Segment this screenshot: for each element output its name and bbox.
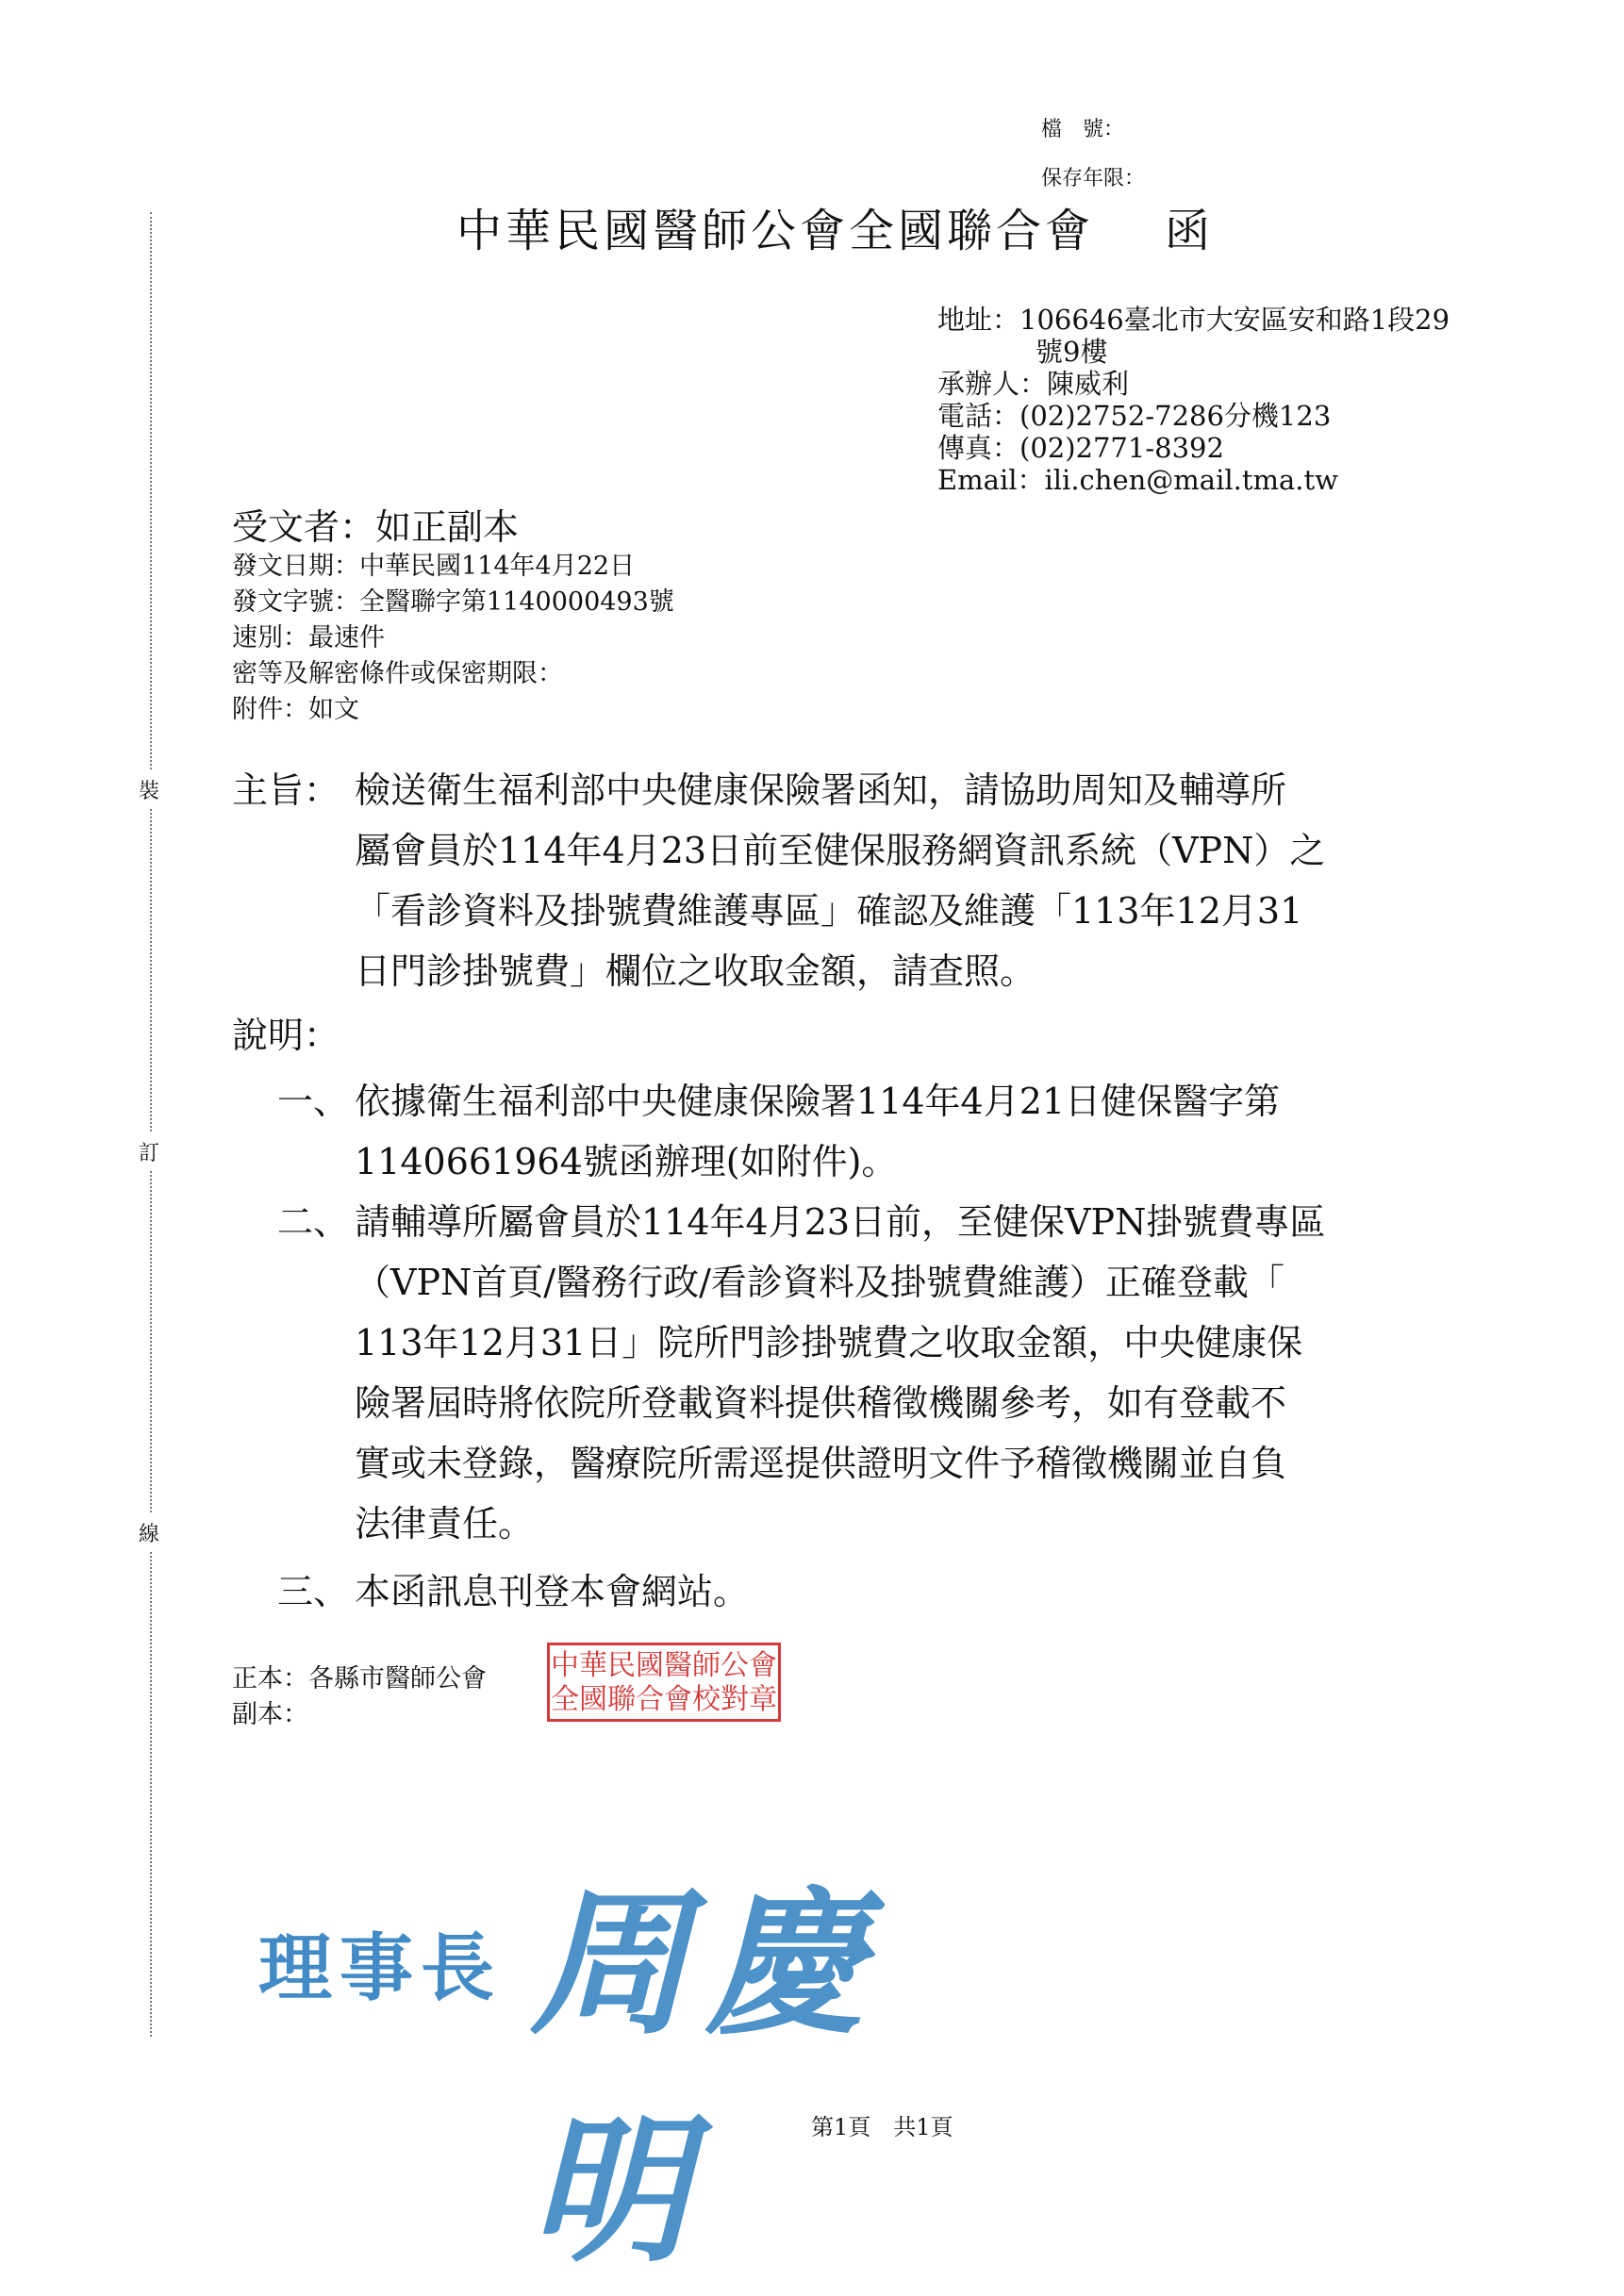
item-line: 依據衛生福利部中央健康保險署114年4月21日健保醫字第: [355, 1081, 1281, 1122]
item-number: 二、: [277, 1201, 350, 1243]
org-title: 中華民國醫師公會全國聯合會: [456, 205, 1095, 257]
subject-line: 檢送衛生福利部中央健康保險署函知，請協助周知及輔導所: [355, 769, 1287, 811]
stamp-line-1: 中華民國醫師公會: [551, 1649, 777, 1682]
subject-line: 屬會員於114年4月23日前至健保服務網資訊系統（VPN）之: [355, 830, 1326, 871]
binding-line: [150, 212, 152, 2037]
contact-block: [937, 304, 1450, 496]
fax: 傳真：(02)2771-8392: [937, 432, 1224, 464]
proofreading-stamp: [547, 1643, 781, 1722]
retention-label: 保存年限：: [1041, 167, 1146, 190]
explanation-item-3: [355, 1561, 749, 1622]
address-line-2: 號9樓: [1036, 336, 1108, 368]
subject-label: 主旨：: [232, 769, 340, 811]
explanation-item-1: [355, 1071, 1280, 1192]
item-line: （VPN首頁/醫務行政/看診資料及掛號費維護）正確登載「: [355, 1262, 1284, 1303]
item-line: 險署屆時將依院所登載資料提供稽徵機關參考，如有登載不: [355, 1382, 1287, 1424]
phone: 電話：(02)2752-7286分機123: [937, 400, 1332, 432]
primary-recipients: 正本：各縣市醫師公會: [232, 1664, 487, 1693]
recipient: 受文者：如正副本: [232, 506, 520, 548]
explanation-label: 說明：: [232, 1015, 340, 1056]
attachment: 附件：如文: [232, 695, 359, 724]
secrecy: 密等及解密條件或保密期限：: [232, 659, 563, 688]
doc-info: [232, 549, 674, 728]
stamp-line-2: 全國聯合會校對章: [551, 1683, 777, 1716]
chairman-title: 理事長: [258, 1926, 503, 2011]
item-line: 本函訊息刊登本會網站。: [355, 1571, 750, 1612]
item-number: 一、: [277, 1081, 350, 1122]
email: Email：ili.chen@mail.tma.tw: [937, 464, 1339, 496]
doc-type: 函: [1165, 205, 1215, 257]
item-line: 實或未登錄，醫療院所需逕提供證明文件予稽徵機關並自負: [355, 1443, 1287, 1484]
binding-mark-ding: 訂: [139, 1133, 159, 1170]
handler: 承辦人：陳威利: [937, 368, 1130, 400]
item-line: 法律責任。: [355, 1503, 535, 1544]
page-number: 第1頁 共1頁: [811, 2114, 953, 2140]
item-line: 113年12月31日」院所門診掛號費之收取金額，中央健康保: [355, 1322, 1303, 1363]
issue-date: 發文日期：中華民國114年4月22日: [232, 552, 636, 581]
speed: 速別：最速件: [232, 623, 385, 652]
binding-mark-xian: 線: [139, 1514, 159, 1551]
subject-line: 「看診資料及掛號費維護專區」確認及維護「113年12月31: [355, 890, 1303, 932]
item-line: 請輔導所屬會員於114年4月23日前，至健保VPN掛號費專區: [355, 1201, 1326, 1243]
subject-text: [355, 760, 1325, 1001]
chairman-name: 周慶明: [530, 1872, 881, 2284]
item-number: 三、: [277, 1571, 350, 1612]
file-number-label: 檔 號：: [1041, 118, 1125, 141]
address-line-1: 地址：106646臺北市大安區安和路1段29: [937, 304, 1450, 336]
copy-recipients: 副本：: [232, 1700, 308, 1729]
binding-mark-zhuang: 裝: [139, 771, 159, 808]
explanation-item-2: [355, 1192, 1325, 1554]
subject-line: 日門診掛號費」欄位之收取金額，請查照。: [355, 950, 1036, 992]
item-line: 1140661964號函辦理(如附件)。: [355, 1141, 898, 1182]
reference-number: 發文字號：全醫聯字第1140000493號: [232, 587, 674, 617]
distribution: [232, 1661, 487, 1733]
